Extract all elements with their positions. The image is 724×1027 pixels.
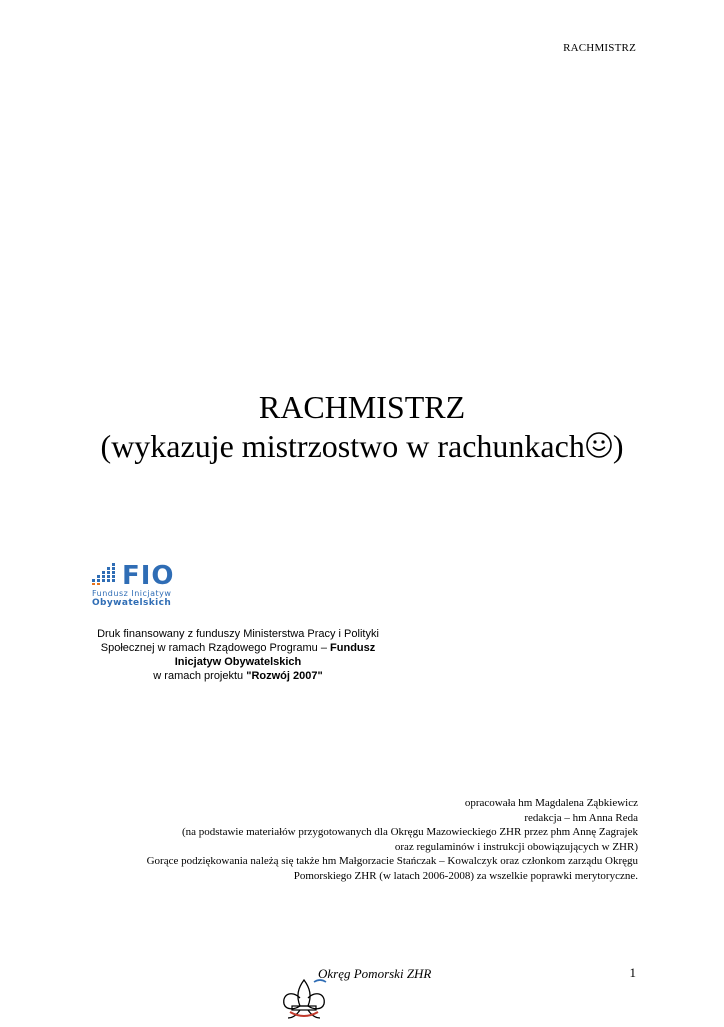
- fio-logo-subtitle-1: Fundusz Inicjatyw: [92, 589, 172, 598]
- title-subtitle-text: (wykazuje mistrzostwo w rachunkach: [100, 428, 585, 464]
- fio-logo-mark: [92, 560, 202, 588]
- fio-logo-subtitle-2: Obywatelskich: [92, 598, 172, 608]
- credits-line: Gorące podziękowania należą się także hm Małgorzacie Stańczak – Kowalczyk oraz członkom zarządu Okręgu: [146, 855, 638, 868]
- credits-block: [38, 796, 638, 884]
- smiley-face-icon: [585, 428, 613, 456]
- funding-line-2: [88, 641, 388, 655]
- funding-line-2-bold: Fundusz: [330, 642, 376, 654]
- credits-line: redakcja – hm Anna Reda: [524, 811, 638, 824]
- funding-line-3-bold: Inicjatyw Obywatelskich: [174, 656, 302, 668]
- funding-note: [88, 627, 388, 683]
- funding-line-2-text: Społecznej w ramach Rządowego Programu –: [100, 642, 331, 654]
- running-header: RACHMISTRZ: [563, 42, 636, 54]
- fio-logo: [92, 560, 202, 616]
- document-title: [0, 388, 724, 466]
- zhr-lily-emblem-icon: [278, 976, 330, 1022]
- funding-line-4-text: w ramach projektu: [153, 670, 247, 682]
- title-subtitle-close: ): [612, 428, 624, 464]
- credits-line: Pomorskiego ZHR (w latach 2006-2008) za wszelkie poprawki merytoryczne.: [293, 869, 638, 882]
- credits-line: (na podstawie materiałów przygotowanych dla Okręgu Mazowieckiego ZHR przez phm Annę Zagrajek: [181, 826, 638, 839]
- funding-line-1: Druk finansowany z funduszy Ministerstwa Pracy i Polityki: [97, 628, 379, 640]
- footer-organization: Okręg Pomorski ZHR: [318, 966, 432, 981]
- funding-line-3: [88, 655, 388, 669]
- funding-line-4: [88, 669, 388, 683]
- credits-line: opracowała hm Magdalena Ząbkiewicz: [464, 797, 638, 809]
- page-number: 1: [629, 965, 636, 980]
- svg-text:FIO: FIO: [122, 561, 175, 588]
- credits-line: oraz regulaminów i instrukcji obowiązujących w ZHR): [394, 840, 638, 853]
- funding-line-4-bold: "Rozwój 2007": [246, 670, 323, 682]
- title-main: RACHMISTRZ: [258, 389, 466, 425]
- title-subtitle: [0, 426, 724, 466]
